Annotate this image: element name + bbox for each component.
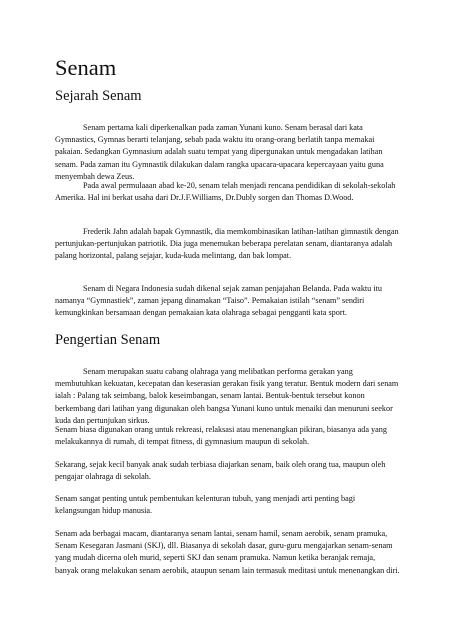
paragraph [55,180,400,204]
paragraph-text: Senam biasa digunakan orang untuk rekreasi, relaksasi atau menenangkan pikiran, biasanya ada yang melakukannya di rumah, di tempat fitness, di gymnasium maupun di sekolah. [55,425,387,447]
paragraph [55,366,400,427]
paragraph [55,459,400,483]
paragraph [55,226,400,263]
paragraph [55,283,400,320]
paragraph [55,528,400,577]
paragraph [55,493,400,517]
paragraph-text: Frederik Jahn adalah bapak Gymnastik, dia memkombinasikan latihan-latihan gimnastik dengan pertunjukan-pertunjukan patriotik. Dia juga menemukan beberapa perelatan senam, diantaranya adalah palang horizontal, palang sejajar, kuda-kuda melintang, dan bak lompat. [55,227,399,261]
paragraph-text: Senam pertama kali diperkenalkan pada zaman Yunani kuno. Senam berasal dari kata Gymnastics, Gymnas berarti telanjang, sebab pada waktu itu orang-orang berlatih tanpa memakai pakaian. Sedangkan Gymnasium adalah suatu tempat yang dipergunakan untuk mengadakan latihan senam. Pada zaman itu Gymnastik dilakukan dalam rangka upacara-upacara kepercayaan yaitu guna menyembah dewa Zeus. [55,123,384,181]
paragraph-text: Senam sangat penting untuk pembentukan kelenturan tubuh, yang menjadi arti penting bagi kelangsungan hidup manusia. [55,494,356,516]
paragraph-text: Sekarang, sejak kecil banyak anak sudah terbiasa diajarkan senam, baik oleh orang tua, maupun oleh pengajar olahraga di sekolah. [55,460,386,482]
paragraph-text: Senam merupakan suatu cabang olahraga yang melibatkan performa gerakan yang membutuhkan kekuatan, kecepatan dan keserasian gerakan fisik yang teratur. Bentuk modern dari senam ialah : Palang tak seimbang, balok keseimbangan, senam lantai. Bentuk-bentuk tersebut konon berkembang dari latihan yang digunakan oleh bangsa Yunani kuno untuk menaiki dan menuruni seekor kuda dan pertunjukan sirkus. [55,367,399,425]
paragraph-text: Pada awal permulaaan abad ke-20, senam telah menjadi rencana pendidikan di sekolah-sekolah Amerika. Hal ini berkat usaha dari Dr.J.F.Williams, Dr.Dubly sorgen dan Thomas D.Wood. [55,181,396,203]
paragraph [55,122,400,183]
paragraph [55,424,400,448]
paragraph-text: Senam ada berbagai macam, diantaranya senam lantai, senam hamil, senam aerobik, senam pramuka, Senam Kesegaran Jasmani (SKJ), dll. Biasanya di sekolah dasar, guru-guru mengajarkan senam-senam yang mudah dicerna oleh murid, seperti SKJ dan senam pramuka. Namun ketika beranjak remaja, banyak orang melakukan senam aerobik, ataupun senam lain termasuk meditasi untuk menenangkan diri. [55,529,400,575]
section-heading-sejarah: Sejarah Senam [55,88,142,104]
section-heading-pengertian: Pengertian Senam [55,332,161,348]
page-title: Senam [55,55,117,80]
paragraph-text: Senam di Negara Indonesia sudah dikenal sejak zaman penjajahan Belanda. Pada waktu itu namanya “Gymnastiek”, zaman jepang dinamakan “Taiso”. Pemakaian istilah “senam” sendiri kemungkinkan bersamaan dengan pemakaian kata olahraga sebagai pengganti kata sport. [55,284,382,318]
